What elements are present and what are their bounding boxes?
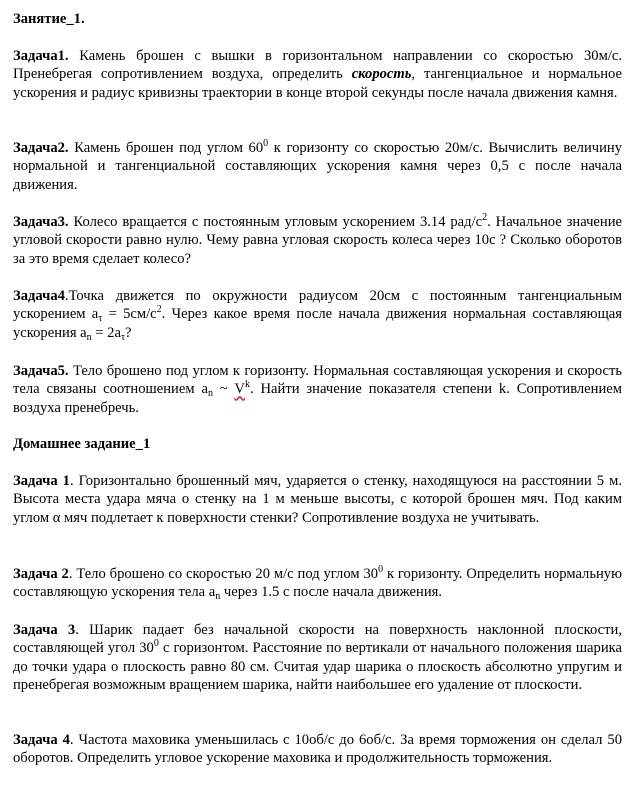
lesson-task-2: Задача2. Камень брошен под углом $60^0$ к горизонту со скоростью 20м/с. Вычислить величину нормальной и тангенциальной составляющих ускорения камня через 0,5 с после начала движения. <box>13 138 623 193</box>
task-label: Задача3. <box>13 214 69 230</box>
lesson-title: Занятие_1. <box>13 11 85 27</box>
lesson-task-1: Задача1. Камень брошен с вышки в горизонтальном направлении со скоростью 30м/с. Пренебрегая сопротивлением воздуха, определить скорость, тангенциальное и нормальное ускорения и радиус кривизны траектории в конце второй секунды после начала движения камня. <box>13 48 622 101</box>
task-label: Задача2. <box>13 140 69 156</box>
spellcheck-mark: V <box>234 381 245 398</box>
task-label: Задача1. <box>13 48 69 64</box>
task-label: Задача 1 <box>13 473 70 489</box>
homework-title: Домашнее задание_1 <box>13 436 151 452</box>
task-label: Задача 3 <box>13 622 76 638</box>
task-label: Задача 4 <box>13 732 70 748</box>
homework-task-2: Задача 2. Тело брошено со скоростью 20 м/с под углом $30^0$ к горизонту. Определить нормальную составляющую ускорения тела $a_n$ через 1.5 с после начала движения. <box>13 564 623 603</box>
task-label: Задача5. <box>13 363 69 379</box>
homework-task-1: Задача 1. Горизонтально брошенный мяч, ударяется о стенку, находящуюся на расстоянии 5 м. Высота места удара мяча о стенку на 1 м меньше высоты, с которой брошен мяч. Под каким углом α мяч подлетает к поверхности стенки? Сопротивление воздуха не учитывать. <box>13 473 622 526</box>
lesson-task-5: Задача5. Тело брошено под углом к горизонту. Нормальная составляющая ускорения и скорость тела связаны соотношением $a_n$ ~ $V^k$. Найти значение показателя степени k. Сопротивлением воздуха пренебречь. <box>13 363 622 416</box>
homework-task-4: Задача 4. Частота маховика уменьшилась с 10об/с до 6об/с. За время торможения он сделал 50 оборотов. Определить угловое ускорение маховика и продолжительность торможения. <box>13 732 622 767</box>
emphasized-word: скорость <box>351 66 412 83</box>
task-label: Задача 2 <box>13 566 69 582</box>
task-label: Задача4 <box>13 288 65 304</box>
homework-task-3: Задача 3. Шарик падает без начальной скорости на поверхность наклонной плоскости, составляющей угол $30^0$ с горизонтом. Расстояние по вертикали от начального положения шарика до точки удара о плоскость равно 80 см. Считая удар шарика о плоскость абсолютно упругим и пренебрегая возможным вращением шарика, найти наибольшее его удаление от плоскости. <box>13 622 622 694</box>
lesson-task-4: Задача4.Точка движется по окружности радиусом 20см с постоянным тангенциальным ускорением $a_\tau = 5см/с^2$. Через какое время после начала движения нормальная составляющая ускорения $a_n = 2a_\tau$? <box>13 288 622 343</box>
lesson-task-3: Задача3. Колесо вращается с постоянным угловым ускорением 3.14 рад/$с^2$. Начальное значение угловой скорости равно нулю. Чему равна угловая скорость колеса через 10с ? Сколько оборотов за это время сделает колесо? <box>13 212 623 267</box>
